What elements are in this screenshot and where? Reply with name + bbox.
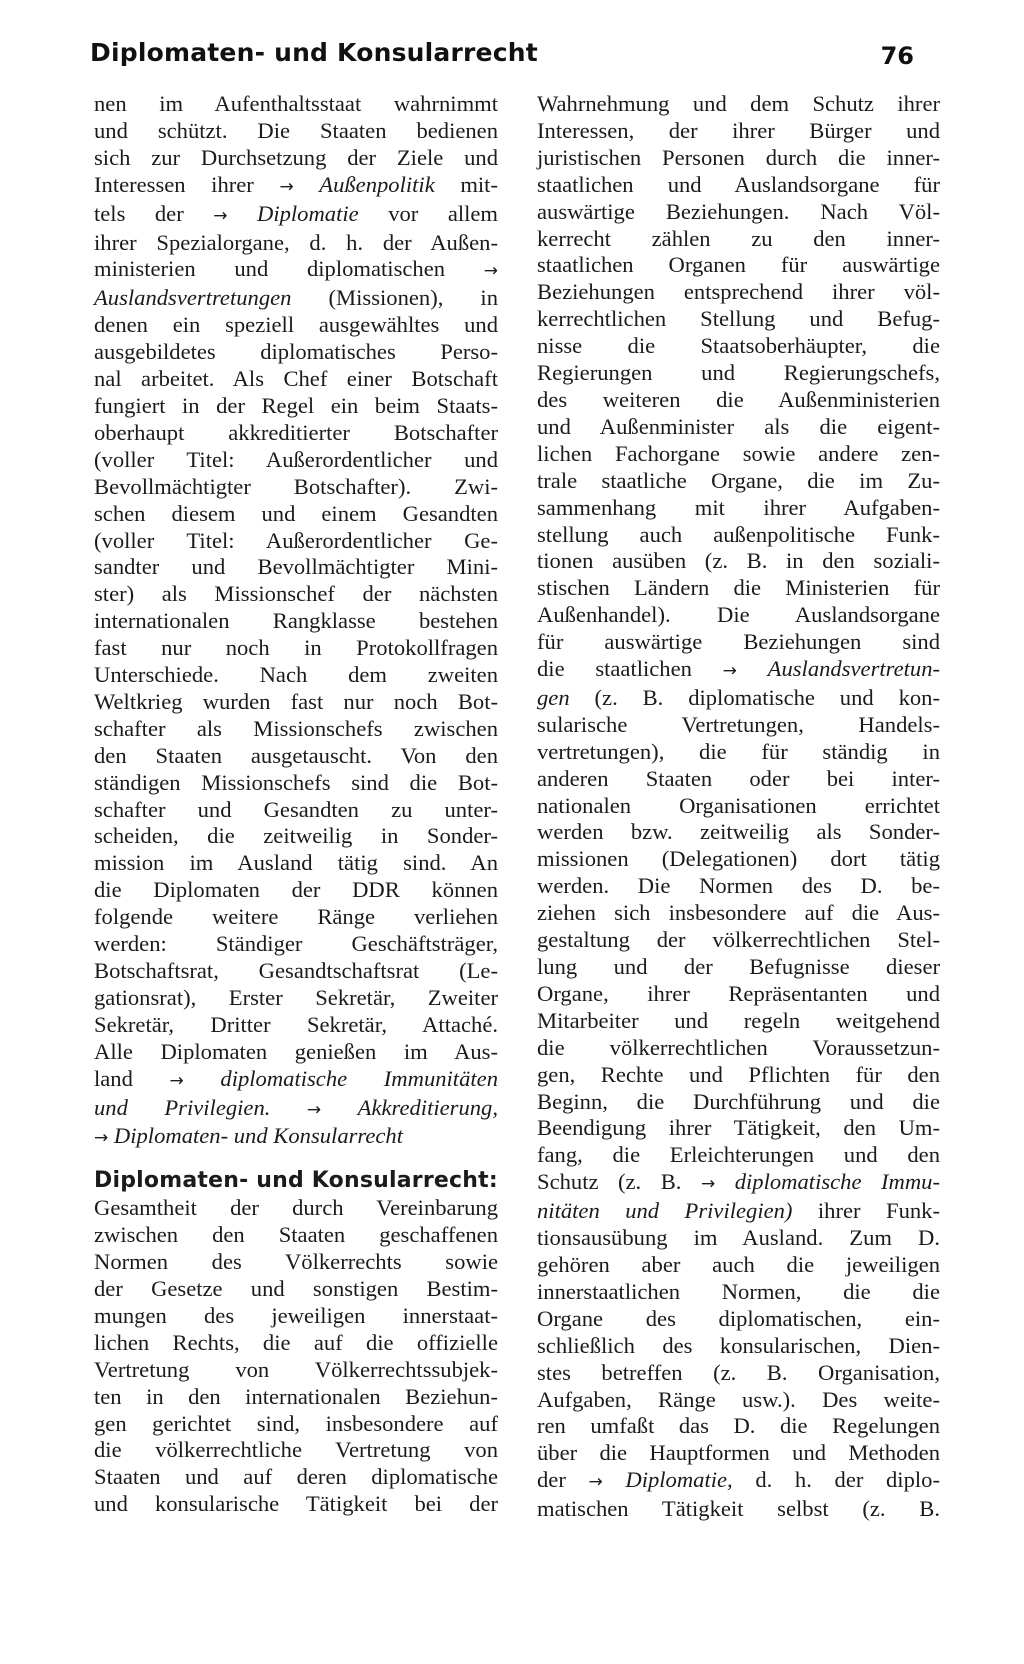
text-line: die völkerrechtlichen Voraussetzun- [537,1034,940,1060]
text-line: gehören aber auch die jeweiligen [537,1251,940,1277]
cross-reference-arrow-icon: → [483,261,498,282]
text-line: kerrecht zählen zu den inner- [537,225,940,251]
text-line: Interessen ihrer → Außenpolitik mit- [94,171,498,197]
text-line: über die Hauptformen und Methoden [537,1440,940,1466]
text-line: fang, die Erleichterungen und den [537,1142,940,1168]
text-line: tionsausübung im Ausland. Zum D. [537,1225,940,1251]
cross-reference-link[interactable]: Außenpolitik [319,171,435,197]
cross-reference-link[interactable]: Diplomatie, [625,1467,733,1493]
text-line: kerrechtlichen Stellung und Befug- [537,306,940,332]
cross-reference-arrow-icon: → [94,1128,109,1149]
running-head: Diplomaten- und Konsularrecht [90,38,538,67]
cross-reference-arrow-icon: → [169,1070,184,1091]
text-line: Gesamtheit der durch Vereinbarung [94,1195,498,1221]
cross-reference-link[interactable]: nitäten und Privilegien) [537,1198,793,1224]
text-line: sularische Vertretungen, Handels- [537,711,940,737]
cross-reference-link[interactable]: Akkreditierung, [357,1094,499,1120]
cross-reference-link[interactable]: diplomatische Immunitäten [220,1065,498,1091]
text-line: die staatlichen → Auslandsvertretun- [537,656,941,682]
text-line: tionen ausüben (z. B. in den soziali- [537,548,940,574]
text-line: Vertretung von Völkerrechtssubjek- [94,1356,498,1382]
text-line: ster) als Missionschef der nächsten [94,581,498,607]
text-line: (voller Titel: Außerordentlicher Ge- [94,527,498,553]
cross-reference-arrow-icon: → [700,1174,716,1195]
right-column [537,91,940,1523]
text-line: Mitarbeiter und regeln weitgehend [537,1007,940,1033]
text-line: stellung auch außenpolitische Funk- [537,521,940,547]
cross-reference-link[interactable]: gen [537,684,570,710]
text-line: der Gesetze und sonstigen Bestim- [94,1275,498,1301]
text-line: und schützt. Die Staaten bedienen [94,117,498,143]
text-line: Wahrnehmung und dem Schutz ihrer [537,91,940,116]
text-line: oberhaupt akkreditierter Botschafter [94,419,498,445]
text-line: lichen Rechts, die auf die offizielle [94,1329,498,1355]
text-line: Außenhandel). Die Auslandsorgane [537,602,940,628]
text-line: nitäten und Privilegien) ihrer Funk- [537,1198,940,1224]
text-line: gen (z. B. diplomatische und kon- [537,684,940,710]
text-line: Normen des Völkerrechts sowie [94,1249,498,1275]
text-line: Organe des diplomatischen, ein- [537,1305,940,1331]
text-line: Organe, ihrer Repräsentanten und [537,980,940,1006]
cross-reference-arrow-icon: → [588,1472,603,1493]
text-line: schafter als Missionschefs zwischen [94,715,498,741]
text-line: anderen Staaten oder bei inter- [537,765,940,791]
text-line: gen, Rechte und Pflichten für den [537,1061,940,1087]
cross-reference-link[interactable]: Auslandsvertretungen [94,285,292,311]
text-line: Botschaftsrat, Gesandtschaftsrat (Le- [94,958,498,983]
text-line: ausgebildetes diplomatisches Perso- [94,339,498,365]
cross-reference-link[interactable]: und Privilegien. [94,1094,271,1120]
text-line: werden. Die Normen des D. be- [537,873,940,899]
text-line: Staaten und auf deren diplomatische [94,1464,498,1490]
text-line: ten in den internationalen Beziehun- [94,1383,498,1409]
text-line: sammenhang mit ihrer Aufgaben- [537,494,940,520]
text-line: Beendigung ihrer Tätigkeit, den Um- [537,1115,940,1141]
text-line: mungen des jeweiligen innerstaat- [94,1302,498,1328]
text-line: und Außenminister als die eigent- [537,413,940,439]
text-line: gen gerichtet sind, insbesondere auf [94,1410,498,1436]
text-line: stes betreffen (z. B. Organisation, [537,1359,940,1385]
text-line: nationalen Organisationen errichtet [537,792,940,818]
text-line: juristischen Personen durch die inner- [537,144,940,170]
text-line: Sekretär, Dritter Sekretär, Attaché. [94,1011,498,1037]
text-line: ren umfaßt das D. die Regelungen [537,1413,940,1439]
cross-reference-arrow-icon: → [213,205,228,226]
text-line: lichen Fachorgane sowie andere zen- [537,440,940,466]
text-line [94,1123,498,1152]
text-line: internationalen Rangklasse bestehen [94,608,498,634]
text-line: fast nur noch in Protokollfragen [94,635,498,661]
text-line: Regierungen und Regierungschefs, [537,360,940,386]
text-line: (voller Titel: Außerordentlicher und [94,446,498,472]
left-column [94,91,498,1518]
text-line: ständigen Missionschefs sind die Bot- [94,769,498,795]
text-line: auswärtige Beziehungen. Nach Völ- [537,198,940,224]
text-line: werden bzw. zeitweilig als Sonder- [537,819,940,845]
text-line: folgende weitere Ränge verliehen [94,904,498,930]
text-line: ministerien und diplomatischen → [94,256,498,282]
page-number: 76 [880,42,914,70]
text-line: gationsrat), Erster Sekretär, Zweiter [94,984,498,1010]
text-line: Aufgaben, Ränge usw.). Des weite- [537,1386,940,1412]
cross-reference-arrow-icon: → [722,661,737,682]
cross-reference-link[interactable]: Auslandsvertretun- [767,656,941,682]
text-line: sandter und Bevollmächtigter Mini- [94,554,498,580]
text-line: schließlich des konsularischen, Dien- [537,1332,940,1358]
text-line: schafter und Gesandten zu unter- [94,796,498,822]
text-line [94,1095,498,1124]
text-line: Beziehungen entsprechend ihrer völ- [537,279,940,305]
text-line: nisse die Staatsoberhäupter, die [537,333,940,359]
text-line: für auswärtige Beziehungen sind [537,629,940,655]
text-line: Beginn, die Durchführung und die [537,1088,940,1114]
text-line: Interessen, der ihrer Bürger und [537,117,940,143]
text-line: mission im Ausland tätig sind. An [94,850,498,876]
text-line: und konsularische Tätigkeit bei der [94,1491,498,1517]
text-line: werden: Ständiger Geschäftsträger, [94,931,498,957]
text-line: Auslandsvertretungen (Missionen), in [94,285,498,311]
text-line: Alle Diplomaten genießen im Aus- [94,1038,498,1064]
text-line: lung und der Befugnisse dieser [537,954,940,979]
text-line: ziehen sich insbesondere auf die Aus- [537,900,940,926]
cross-reference-link[interactable]: Diplomatie [257,200,359,226]
text-line: trale staatliche Organe, die im Zu- [537,467,940,493]
text-line: land → diplomatische Immunitäten [94,1065,498,1091]
text-line: die völkerrechtliche Vertretung von [94,1437,498,1463]
text-line: vertretungen), die für ständig in [537,738,940,764]
text-line: fungiert in der Regel ein beim Staats- [94,392,498,418]
cross-reference-arrow-icon: → [306,1099,322,1120]
cross-reference-arrow-icon: → [279,176,294,197]
text-line: stischen Ländern die Ministerien für [537,575,940,601]
text-line: zwischen den Staaten geschaffenen [94,1222,498,1248]
cross-reference-link[interactable]: diplomatische Immu- [734,1169,940,1195]
text-line: des weiteren die Außenministerien [537,386,940,412]
text-line: schen diesem und einem Gesandten [94,500,498,526]
text-line: ihrer Spezialorgane, d. h. der Außen- [94,229,498,255]
text-line: missionen (Delegationen) dort tätig [537,846,940,872]
text-line: scheiden, die zeitweilig in Sonder- [94,823,498,849]
text-line: sich zur Durchsetzung der Ziele und [94,144,498,170]
text-line: tels der → Diplomatie vor allem [94,200,499,226]
text-line: der → Diplomatie, d. h. der diplo- [537,1467,940,1493]
text-line: nen im Aufenthaltsstaat wahrnimmt [94,91,498,116]
text-line: innerstaatlichen Normen, die die [537,1278,940,1304]
text-line: Bevollmächtigter Botschafter). Zwi- [94,473,498,499]
text-line: Unterschiede. Nach dem zweiten [94,662,498,688]
cross-reference-link[interactable]: Diplomaten- und Konsularrecht [113,1123,404,1149]
text-line: matischen Tätigkeit selbst (z. B. [537,1496,940,1522]
text-line: nal arbeitet. Als Chef einer Botschaft [94,366,498,392]
text-line: denen ein speziell ausgewähltes und [94,312,498,338]
text-line: staatlichen und Auslandsorgane für [537,171,940,197]
text-line: gestaltung der völkerrechtlichen Stel- [537,927,940,953]
text-line: Schutz (z. B. → diplomatische Immu- [537,1169,940,1195]
text-line: staatlichen Organen für auswärtige [537,252,940,278]
text-line: die Diplomaten der DDR können [94,877,498,903]
entry-headword: Diplomaten- und Konsularrecht: [94,1168,498,1194]
text-line: Weltkrieg wurden fast nur noch Bot- [94,688,498,714]
text-line: den Staaten ausgetauscht. Von den [94,742,498,768]
